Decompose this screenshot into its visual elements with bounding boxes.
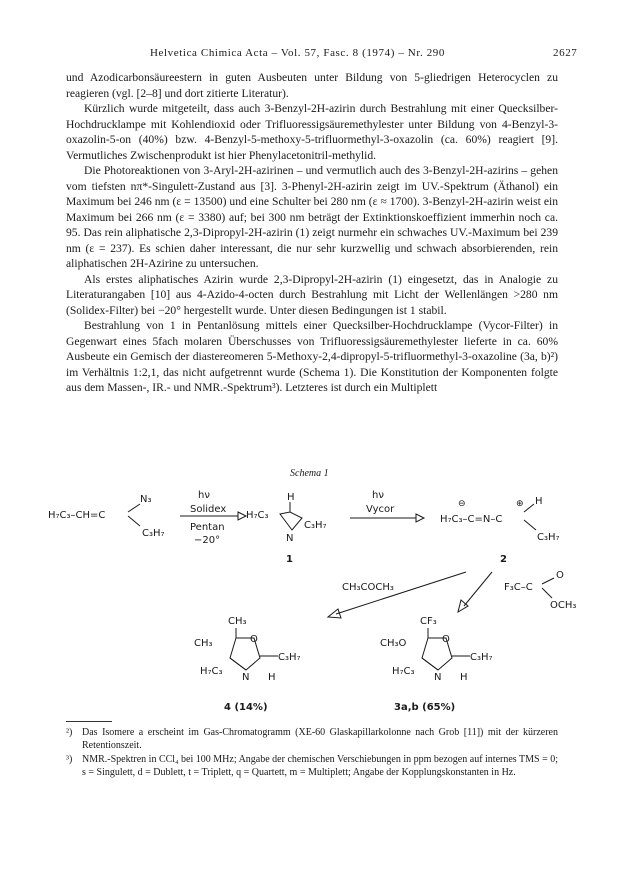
compound-label-4: 4 (14%) bbox=[224, 702, 268, 713]
arrow1-solvent: Pentan bbox=[190, 522, 225, 533]
footnotes bbox=[66, 727, 558, 781]
azirine-h: H bbox=[287, 492, 295, 503]
p3-cf3: CF₃ bbox=[420, 616, 437, 627]
reactant-propyl: C₃H₇ bbox=[142, 528, 165, 539]
azirine-right-propyl: C₃H₇ bbox=[304, 520, 327, 531]
paragraph-5: Bestrahlung von 1 in Pentanlösung mittels einer Quecksilber-Hochdrucklampe (Vycor-Filter) in Gegenwart eines 5fach molaren Überschusses von Trifluoressigsäuremethylester lieferte in ca. 60% Ausbeute ein Gemisch der diastereomeren 5-Methoxy-2,4-dipropyl-5-trifluormethyl-3-oxazoline (3a, b)²) im Verhältnis 1:2,1, das nicht aufgetrennt wurde (Schema 1). Die Konstitution der Komponenten folgte aus dem Massen-, IR.- und NMR.-Spektrum³). Letzteres ist durch ein Multiplett bbox=[66, 319, 558, 394]
arrow-to-4-head bbox=[328, 609, 341, 618]
ester-carbonyl-bond bbox=[542, 578, 554, 584]
ylide-bond-up bbox=[524, 504, 534, 512]
footnote-text: NMR.-Spektren in CCl₄ bei 100 MHz; Angabe der chemischen Verschiebungen in ppm bezogen auf internes TMS = 0; s = Singulett, d = Dublett, t = Triplett, q = Quartett, m = Multiplett; Angabe der Kopplungskonstanten in Hz. bbox=[82, 754, 558, 778]
paragraph-4: Als erstes aliphatisches Azirin wurde 2,3-Dipropyl-2H-azirin (1) eingesetzt, das in Analogie zu Literaturangaben [10] aus 4-Azido-4-octen durch Bestrahlung mit Licht der Wellenlängen >280 nm (Solidex-Filter) bei −20° hergestellt wurde. Unter diesen Bedingungen ist 1 stabil. bbox=[66, 272, 558, 317]
p4-methyl-top: CH₃ bbox=[228, 616, 247, 627]
reactant-formula: H₇C₃–CH=C bbox=[48, 510, 106, 521]
p3-ring-n: N bbox=[434, 672, 442, 683]
p3-propyl-left: H₇C₃ bbox=[392, 666, 415, 677]
body-text bbox=[66, 70, 558, 396]
page-number: 2627 bbox=[553, 47, 578, 59]
p3-ring-o: O bbox=[442, 634, 450, 645]
ester-methoxy-bond bbox=[542, 588, 552, 598]
ylide-formula: H₇C₃–C=N–C bbox=[440, 514, 503, 525]
footnote-mark: ²) bbox=[66, 727, 73, 738]
arrow2-head bbox=[416, 514, 424, 522]
p3-propyl-right: C₃H₇ bbox=[470, 652, 493, 663]
p4-double-bond bbox=[230, 658, 246, 670]
reagent-ester-methoxy: OCH₃ bbox=[550, 600, 577, 611]
ylide-h: H bbox=[535, 496, 543, 507]
reagent-acetone: CH₃COCH₃ bbox=[342, 582, 394, 593]
footnote-text: Das Isomere a erscheint im Gas-Chromatogramm (XE-60 Glaskapillarkolonne nach Grob [11]) mit der kürzeren Retentionszeit. bbox=[82, 727, 558, 751]
azirine-n: N bbox=[286, 533, 294, 544]
reaction-scheme bbox=[40, 466, 600, 716]
p4-ring-n: N bbox=[242, 672, 250, 683]
compound-label-2: 2 bbox=[500, 554, 507, 565]
p3-methoxy: CH₃O bbox=[380, 638, 407, 649]
journal-citation: Helvetica Chimica Acta – Vol. 57, Fasc. 8 (1974) – Nr. 290 bbox=[150, 47, 445, 59]
p3-double-bond bbox=[422, 658, 438, 670]
reagent-ester-o: O bbox=[556, 570, 564, 581]
azirine-ring bbox=[280, 512, 302, 530]
arrow-to-3-line bbox=[464, 572, 492, 606]
arrow1-temperature: −20° bbox=[194, 535, 221, 546]
ylide-positive-charge: ⊕ bbox=[516, 499, 524, 509]
compound-label-1: 1 bbox=[286, 554, 293, 565]
arrow1-hv: hν bbox=[198, 490, 210, 501]
scheme-title: Schema 1 bbox=[290, 468, 329, 479]
azirine-left-propyl: H₇C₃ bbox=[246, 510, 269, 521]
p4-ring-o: O bbox=[250, 634, 258, 645]
running-header bbox=[0, 47, 624, 63]
p4-methyl-left: CH₃ bbox=[194, 638, 213, 649]
footnote-3 bbox=[66, 754, 558, 779]
arrow-to-3-head bbox=[458, 600, 468, 612]
arrow2-filter: Vycor bbox=[366, 504, 395, 515]
compound-label-3: 3a,b (65%) bbox=[394, 702, 456, 713]
reactant-azide: N₃ bbox=[140, 494, 152, 505]
arrow1-filter: Solidex bbox=[190, 504, 227, 515]
p4-propyl-right: C₃H₇ bbox=[278, 652, 301, 663]
ylide-propyl: C₃H₇ bbox=[537, 532, 560, 543]
paragraph-1: und Azodicarbonsäureestern in guten Ausbeuten unter Bildung von 5-gliedrigen Heterocyclen zu reagieren (vgl. [2–8] und dort zitierte Literatur). bbox=[66, 71, 558, 100]
ylide-negative-charge: ⊖ bbox=[458, 499, 466, 509]
p4-propyl-left: H₇C₃ bbox=[200, 666, 223, 677]
paragraph-2: Kürzlich wurde mitgeteilt, dass auch 3-Benzyl-2H-azirin durch Bestrahlung mit einer Quecksilber-Hochdrucklampe mit Kohlendioxid oder Trifluoressigsäuremethylester unter Bildung von 4-Benzyl-3-oxazolin-5-on (40%) bzw. 4-Benzyl-5-methoxy-5-trifluormethyl-3-oxazolin (ca. 60%) reagiert [9]. Vermutliches Zwischenprodukt ist hier Phenylacetonitril-methylid. bbox=[66, 102, 558, 162]
reagent-ester: F₃C–C bbox=[504, 582, 533, 593]
footnote-rule bbox=[66, 721, 112, 722]
arrow1-head bbox=[238, 512, 246, 520]
arrow-to-4-line bbox=[336, 572, 466, 614]
reactant-bond-down bbox=[128, 516, 140, 526]
p3-h: H bbox=[460, 672, 468, 683]
footnote-2 bbox=[66, 727, 558, 752]
arrow2-hv: hν bbox=[372, 490, 384, 501]
footnote-mark: ³) bbox=[66, 754, 73, 765]
paragraph-3: Die Photoreaktionen von 3-Aryl-2H-azirinen – und vermutlich auch des 3-Benzyl-2H-azirins – gehen vom tiefsten nπ*-Singulett-Zustand aus [3]. 3-Phenyl-2H-azirin zeigt im UV.-Spektrum (Äthanol) ein Maximum bei 246 nm (ε = 13500) und eine Schulter bei 280 nm (ε ≈ 1700). 3-Benzyl-2H-azirin weist ein Maximum bei 266 nm (ε = 3380) auf; bei 300 nm beträgt der Extinktionskoeffizient immerhin noch ca. 95. Das rein aliphatische 2,3-Dipropyl-2H-azirin (1) zeigt nurmehr ein schwaches UV.-Maximum bei 239 nm (ε = 237). Es schien daher interessant, die nur sehr kurzwellig und schwach absorbierenden, rein aliphatischen 2H-Azirine zu untersuchen. bbox=[66, 164, 558, 270]
reactant-bond-up bbox=[128, 504, 140, 512]
ylide-bond-down bbox=[524, 520, 536, 530]
p4-h: H bbox=[268, 672, 276, 683]
